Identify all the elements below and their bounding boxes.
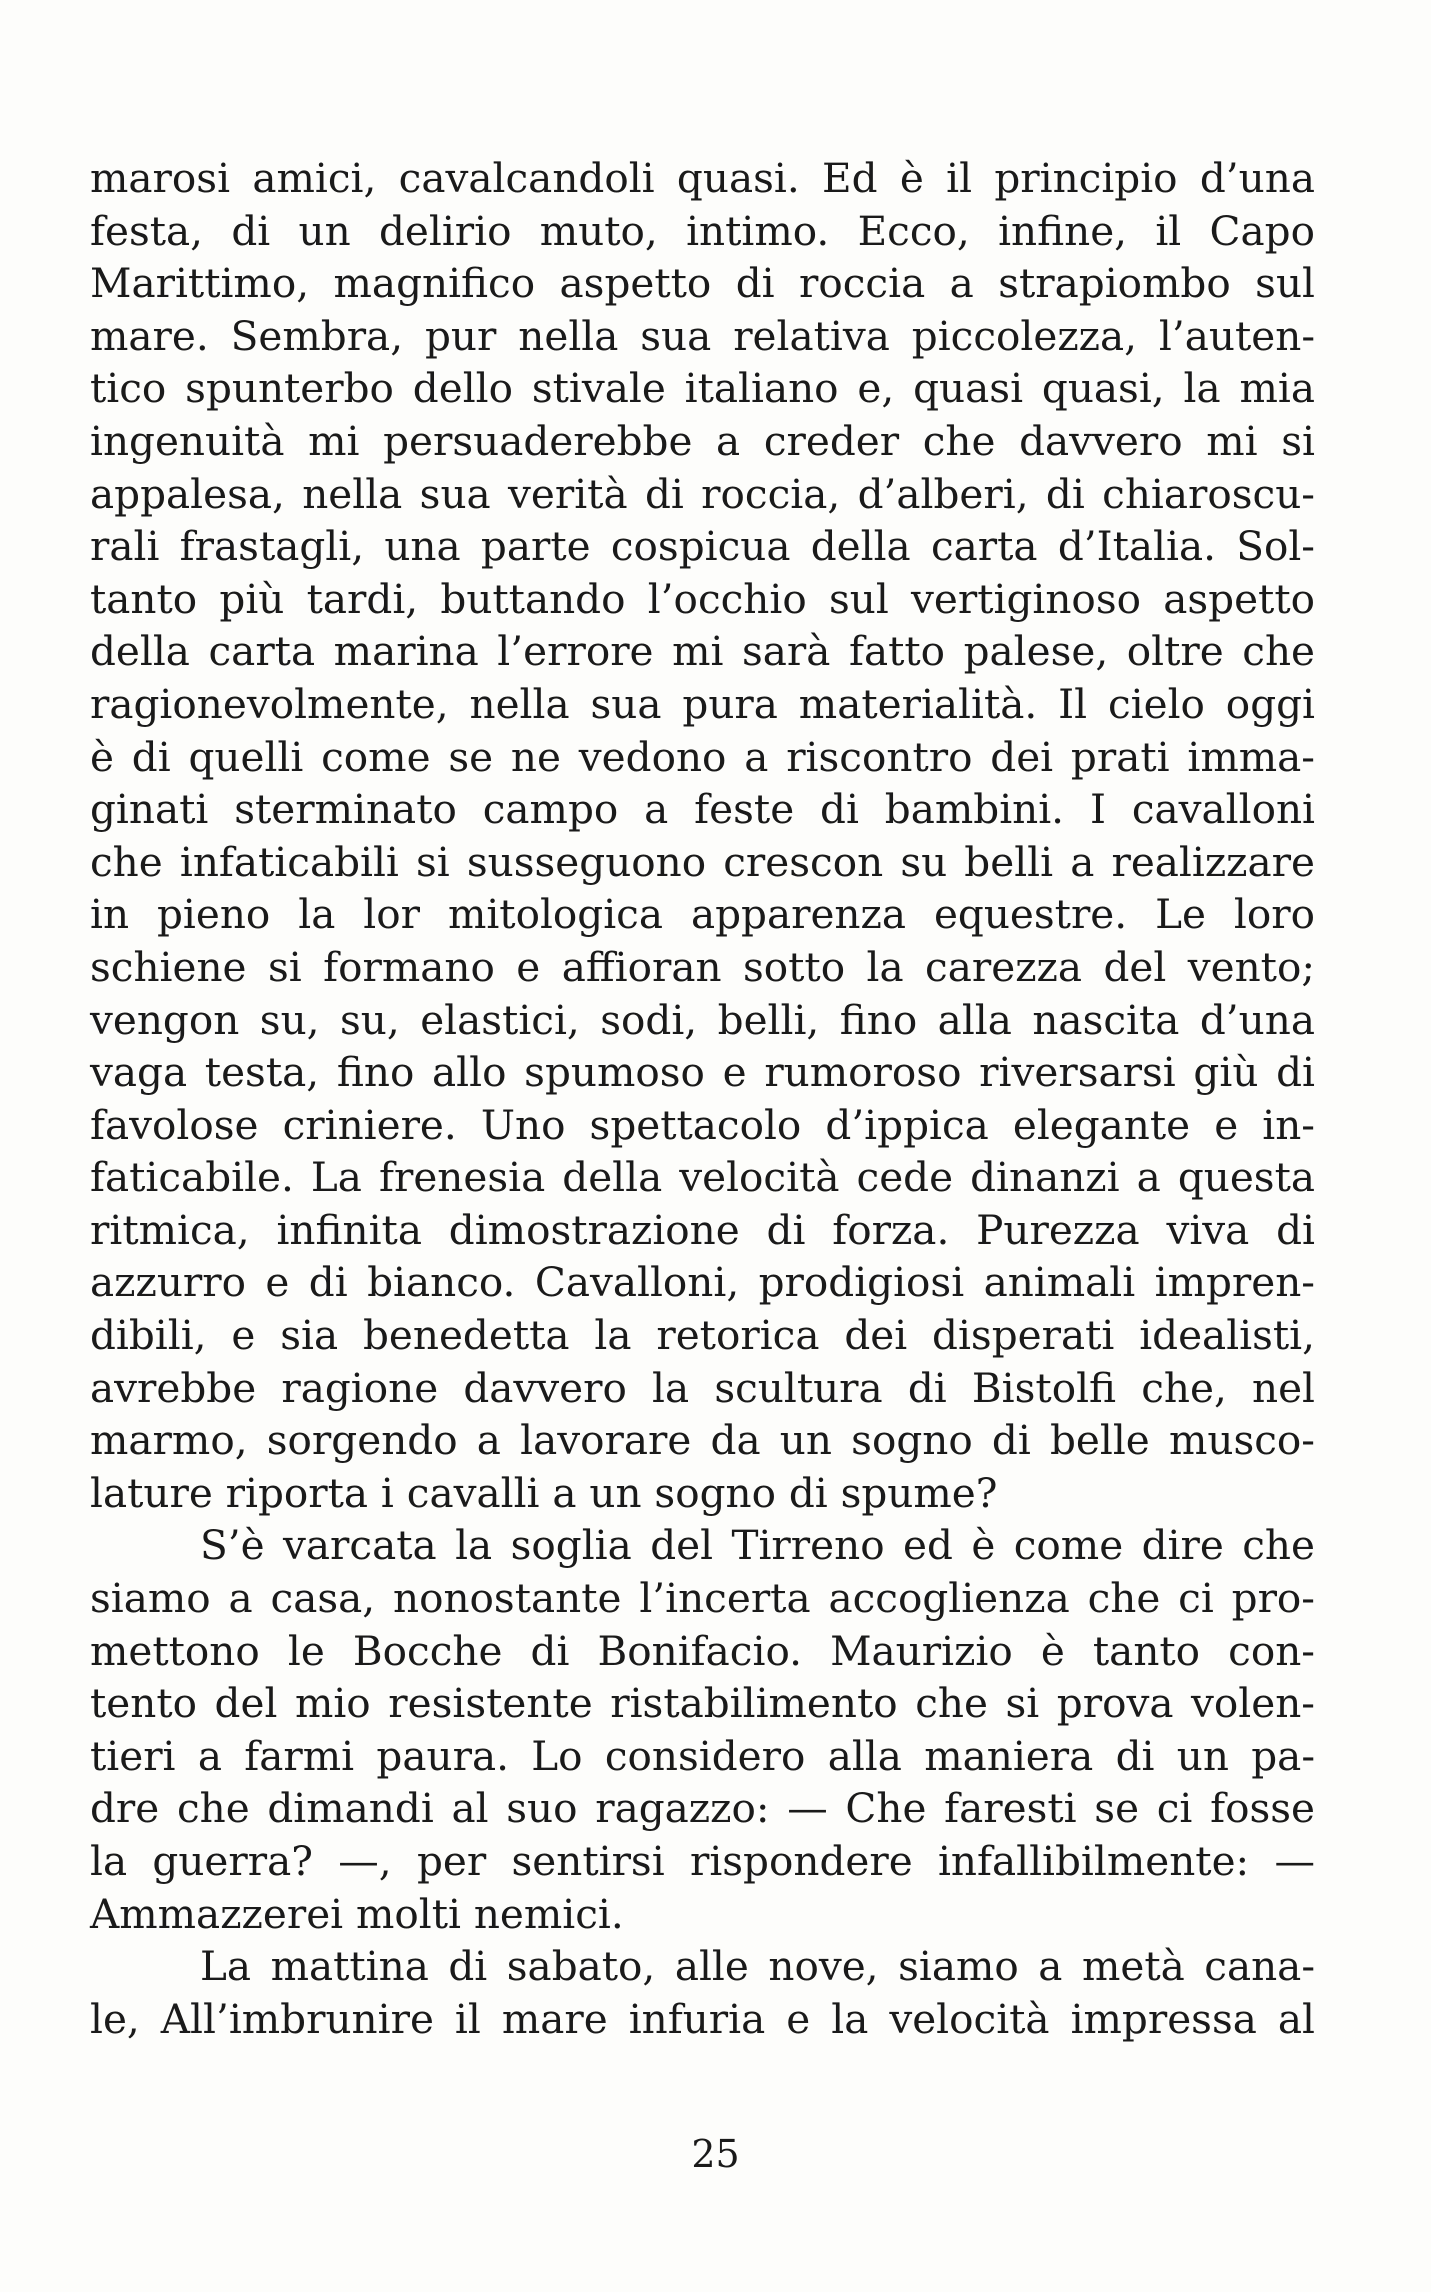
text-line: rali frastagli, una parte cospicua della carta d’Italia. Sol- — [90, 522, 1315, 571]
text-line: La mattina di sabato, alle nove, siamo a metà cana- — [200, 1942, 1315, 1991]
text-line: tento del mio resistente ristabilimento che si prova volen- — [90, 1679, 1315, 1728]
text-line: dibili, e sia benedetta la retorica dei disperati idealisti, — [90, 1311, 1315, 1360]
text-line: marmo, sorgendo a lavorare da un sogno di belle musco- — [90, 1416, 1315, 1465]
text-line: lature riporta i cavalli a un sogno di spume? — [90, 1468, 998, 1517]
text-line: dre che dimandi al suo ragazzo: — Che faresti se ci fosse — [90, 1784, 1315, 1833]
text-line: Ammazzerei molti nemici. — [90, 1889, 624, 1938]
text-line: appalesa, nella sua verità di roccia, d’alberi, di chiaroscu- — [90, 469, 1315, 518]
text-line: faticabile. La frenesia della velocità cede dinanzi a questa — [90, 1153, 1315, 1202]
text-line: tanto più tardi, buttando l’occhio sul vertiginoso aspetto — [90, 574, 1315, 623]
text-line: S’è varcata la soglia del Tirreno ed è come dire che — [200, 1521, 1315, 1570]
text-line: azzurro e di bianco. Cavalloni, prodigiosi animali impren- — [90, 1258, 1315, 1307]
text-line: avrebbe ragione davvero la scultura di Bistolfi che, nel — [90, 1363, 1315, 1412]
text-line: marosi amici, cavalcandoli quasi. Ed è il principio d’una — [90, 154, 1315, 202]
text-line: vaga testa, fino allo spumoso e rumoroso riversarsi giù di — [90, 1048, 1315, 1097]
text-line: ingenuità mi persuaderebbe a creder che davvero mi si — [90, 416, 1315, 465]
text-line: in pieno la lor mitologica apparenza equestre. Le loro — [90, 890, 1315, 939]
text-line: vengon su, su, elastici, sodi, belli, fino alla nascita d’una — [90, 995, 1315, 1044]
text-line: tico spunterbo dello stivale italiano e, quasi quasi, la mia — [90, 364, 1315, 413]
text-line: la guerra? —, per sentirsi rispondere infallibilmente: — — [90, 1837, 1315, 1885]
text-line: schiene si formano e affioran sotto la carezza del vento; — [90, 942, 1315, 991]
body-text — [90, 152, 1315, 2045]
text-line: mare. Sembra, pur nella sua relativa piccolezza, l’auten- — [90, 311, 1315, 360]
text-line: siamo a casa, nonostante l’incerta accoglienza che ci pro- — [90, 1574, 1315, 1623]
text-line: è di quelli come se ne vedono a riscontro dei prati imma- — [90, 732, 1315, 781]
text-line: mettono le Bocche di Bonifacio. Maurizio è tanto con- — [90, 1626, 1315, 1675]
text-line: che infaticabili si susseguono crescon su belli a realizzare — [90, 837, 1315, 886]
text-line: della carta marina l’errore mi sarà fatto palese, oltre che — [90, 627, 1315, 676]
text-line: le, All’imbrunire il mare infuria e la velocità impressa al — [90, 1994, 1315, 2043]
text-line: favolose criniere. Uno spettacolo d’ippica elegante e in- — [90, 1100, 1315, 1149]
text-line: ritmica, infinita dimostrazione di forza. Purezza viva di — [90, 1205, 1315, 1254]
text-line: tieri a farmi paura. Lo considero alla maniera di un pa- — [90, 1731, 1315, 1780]
page-number: 25 — [691, 2132, 740, 2176]
text-line: ragionevolmente, nella sua pura materialità. Il cielo oggi — [90, 679, 1315, 728]
text-line: festa, di un delirio muto, intimo. Ecco, infine, il Capo — [90, 206, 1315, 255]
text-line: Marittimo, magnifico aspetto di roccia a strapiombo sul — [90, 259, 1315, 308]
text-line: ginati sterminato campo a feste di bambini. I cavalloni — [90, 785, 1315, 834]
